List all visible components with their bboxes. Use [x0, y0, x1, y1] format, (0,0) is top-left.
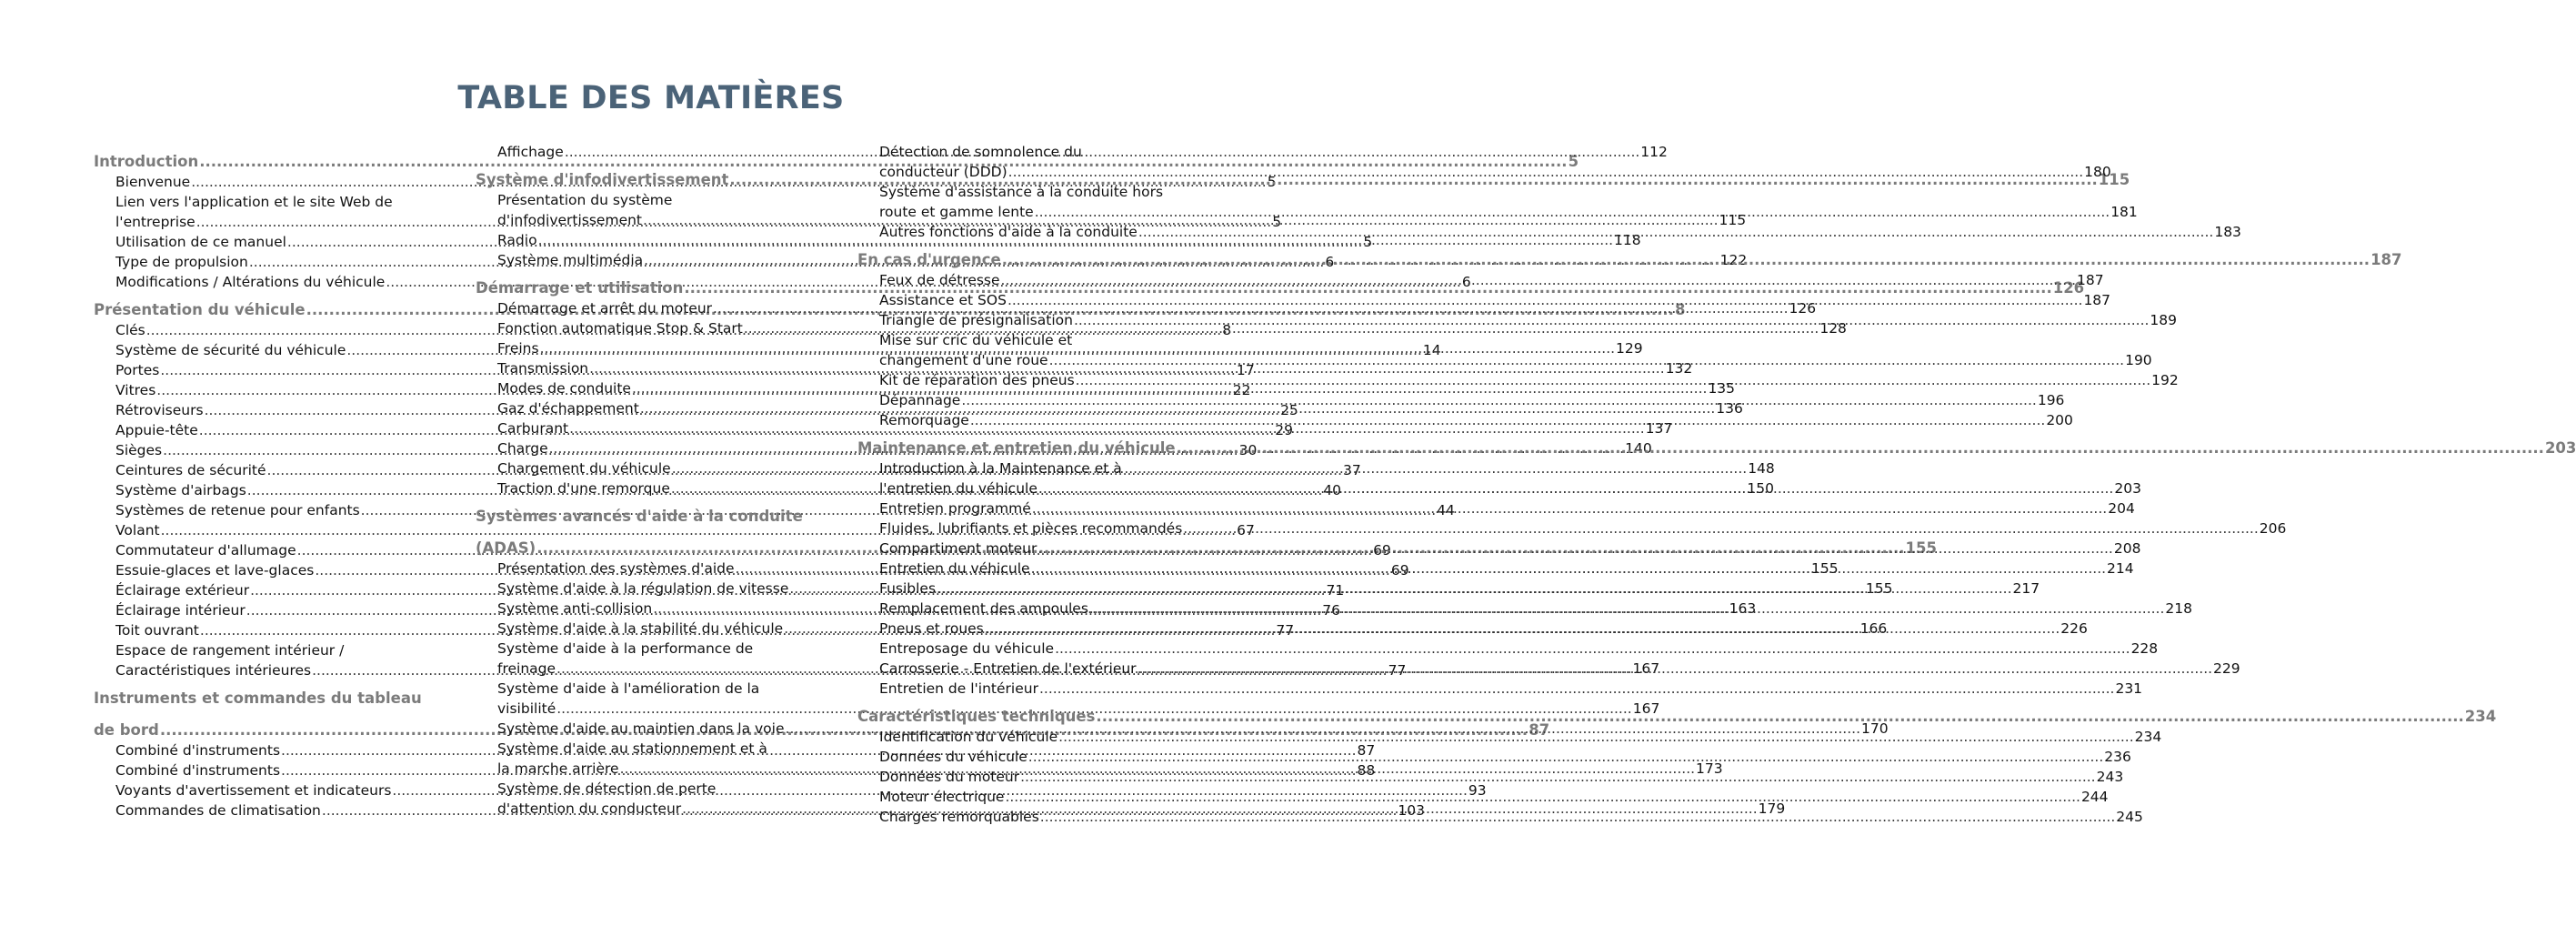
- toc-entry-label: de bord: [94, 721, 159, 739]
- toc-entry-label: Système d'airbags: [115, 482, 246, 498]
- toc-page-number: 234: [2464, 708, 2497, 725]
- toc-page-number: 200: [2046, 412, 2073, 428]
- toc-page-number: 30: [1238, 442, 1258, 458]
- toc-page-number: 76: [1322, 602, 1340, 619]
- toc-page-number: 5: [1568, 153, 1579, 170]
- toc-entry-label: Kit de réparation des pneus: [879, 372, 1075, 388]
- toc-page-number: 166: [1859, 620, 1888, 637]
- toc-entry-label: l'entreprise: [115, 214, 195, 230]
- toc-page-number: 173: [1696, 760, 1723, 777]
- toc-entry-label: Entreposage du véhicule: [879, 640, 1055, 657]
- toc-page-number: 29: [1275, 422, 1293, 438]
- toc-page-number: 187: [2083, 292, 2111, 308]
- toc-entry-label-line1: Système d'aide à l'amélioration de la: [497, 680, 760, 697]
- toc-page-number: 155: [1811, 560, 1839, 577]
- toc-page-number: 245: [2116, 809, 2143, 825]
- toc-entry-label: Système d'infodivertissement: [476, 171, 729, 188]
- toc-entry-label: Transmission: [497, 360, 589, 377]
- toc-entry-label: Entretien programmé: [879, 500, 1031, 517]
- toc-page-number: 187: [2371, 251, 2402, 268]
- toc-page-number: 167: [1632, 700, 1660, 717]
- toc-entry-label: Voyants d'avertissement et indicateurs: [115, 782, 392, 799]
- toc-entry-label: Essuie-glaces et lave-glaces: [115, 562, 315, 579]
- toc-entry-label: Modifications / Altérations du véhicule: [115, 274, 386, 290]
- dot-leader: [1020, 767, 2095, 787]
- dot-leader: [1032, 498, 2107, 518]
- toc-entry-label-line1: Lien vers l'application et le site Web de: [115, 194, 393, 210]
- toc-page-number: 71: [1326, 582, 1345, 599]
- toc-page-number: 103: [1398, 802, 1425, 819]
- toc-entry-label: Entretien de l'intérieur: [879, 680, 1038, 697]
- dot-leader: [1038, 478, 2113, 498]
- toc-page-number: 183: [2214, 224, 2241, 240]
- toc-entry-label: Toit ouvrant: [115, 622, 199, 639]
- dot-leader: [1039, 679, 2114, 699]
- dot-leader: [1002, 249, 2370, 270]
- dot-leader: [1028, 747, 2103, 767]
- toc-entry-label: Système d'aide au maintien dans la voie: [497, 720, 785, 737]
- dot-leader: [1040, 807, 2115, 827]
- toc-entry-label: Système de sécurité du véhicule: [115, 342, 346, 358]
- toc-entry-label: Système d'aide à la régulation de vitesse: [497, 580, 789, 597]
- toc-entry-label: Système d'aide à la stabilité du véhicule: [497, 620, 784, 637]
- toc-page-number: 190: [2125, 352, 2152, 368]
- toc-entry-label-line1: Détection de somnolence du: [879, 144, 1082, 160]
- toc-page-number: 229: [2213, 660, 2240, 677]
- toc-entry-label: Dépannage: [879, 392, 961, 408]
- dot-leader: [1008, 162, 2083, 182]
- dot-leader: [1005, 787, 2080, 807]
- toc-entry-label: d'infodivertissement: [497, 212, 643, 228]
- toc-entry-label: conducteur (DDD): [879, 164, 1007, 180]
- toc-entry-label: Fluides, lubrifiants et pièces recommandés: [879, 520, 1183, 537]
- toc-page-number: 8: [1222, 322, 1232, 338]
- dot-leader: [1177, 438, 2544, 458]
- dot-leader: [672, 458, 1747, 478]
- dot-leader: [1074, 310, 2149, 330]
- toc-page-number: 236: [2104, 749, 2131, 765]
- toc-entry-label: Identification du véhicule: [879, 729, 1058, 745]
- toc-entry-label: Modes de conduite: [497, 380, 631, 397]
- toc-entry-label: Ceintures de sécurité: [115, 462, 266, 478]
- toc-entry-label: Caractéristiques intérieures: [115, 662, 312, 679]
- dot-leader: [961, 390, 2036, 410]
- toc-page-number: 136: [1716, 400, 1743, 417]
- dot-leader: [1055, 639, 2130, 659]
- toc-page-number: 234: [2134, 729, 2162, 745]
- toc-entry-label: freinage: [497, 660, 556, 677]
- toc-entry-label: Remplacement des ampoules: [879, 600, 1088, 617]
- toc-entry-label: Vitres: [115, 382, 156, 398]
- toc-entry-label: Système multimédia: [497, 252, 644, 268]
- toc-entry-row: [879, 679, 2143, 699]
- dot-leader: [1138, 659, 2212, 679]
- toc-entry-label: Fonction automatique Stop & Start: [497, 320, 743, 337]
- dot-leader: [1007, 290, 2082, 310]
- toc-entry-label: Charges remorquables: [879, 809, 1039, 825]
- toc-page-number: 206: [2259, 520, 2287, 537]
- toc-page-number: 155: [1865, 580, 1893, 597]
- toc-entry-label: Bienvenue: [115, 174, 191, 190]
- toc-page-number: 187: [2077, 272, 2104, 288]
- toc-page-number: 77: [1388, 662, 1407, 679]
- toc-page-number: 67: [1237, 522, 1255, 538]
- dot-leader: [1076, 370, 2150, 390]
- toc-page-number: 14: [1422, 342, 1441, 358]
- toc-entry-label: Caractéristiques techniques: [857, 708, 1096, 725]
- toc-page-number: 8: [1674, 301, 1686, 318]
- toc-entry-label: Traction d'une remorque: [497, 480, 670, 497]
- dot-leader: [937, 579, 2011, 599]
- toc-page-number: 129: [1616, 340, 1643, 357]
- toc-entry-label: Pneus et roues: [879, 620, 984, 637]
- toc-page-number: 77: [1276, 622, 1295, 639]
- toc-entry-label: Combiné d'instruments: [115, 762, 281, 779]
- toc-entry-label-line1: Systèmes avancés d'aide à la conduite: [476, 508, 803, 525]
- toc-entry-label: changement d'une roue: [879, 352, 1048, 368]
- toc-entry-label-line1: Espace de rangement intérieur /: [115, 642, 345, 659]
- toc-entry-label: la marche arrière: [497, 760, 619, 777]
- toc-entry-label: Moteur électrique: [879, 789, 1005, 805]
- toc-page-number: 44: [1437, 502, 1455, 518]
- toc-page-number: 150: [1747, 480, 1774, 497]
- toc-entry-label: En cas d'urgence: [857, 251, 1001, 268]
- toc-entry-label-line1: Système d'aide au stationnement et à: [497, 740, 767, 757]
- toc-entry-label-line1: Présentation du système: [497, 192, 673, 208]
- toc-page-number: 115: [2098, 171, 2130, 188]
- toc-entry-label: Présentation des systèmes d'aide: [497, 560, 735, 577]
- toc-entry-label: Portes: [115, 362, 160, 378]
- toc-entry-label: Appuie-tête: [115, 422, 198, 438]
- toc-entry-label: Freins: [497, 340, 539, 357]
- toc-entry-label: Autres fonctions d'aide à la conduite: [879, 224, 1138, 240]
- toc-page-number: 244: [2080, 789, 2109, 805]
- dot-leader: [1183, 518, 2258, 538]
- toc-entry-label: Éclairage intérieur: [115, 602, 246, 619]
- toc-entry-label-line1: Système de détection de perte: [497, 780, 717, 797]
- toc-entry-label: Sièges: [115, 442, 163, 458]
- toc-entry-label: visibilité: [497, 700, 556, 717]
- toc-page-number: 135: [1708, 380, 1736, 397]
- toc-entry-label: Utilisation de ce manuel: [115, 234, 286, 250]
- toc-page-number: 93: [1468, 782, 1487, 799]
- dot-leader: [1049, 350, 2124, 370]
- toc-page-number: 180: [2084, 164, 2111, 180]
- dot-leader: [1089, 599, 2164, 619]
- toc-entry-label: Combiné d'instruments: [115, 742, 281, 759]
- toc-entry-label: Commutateur d'allumage: [115, 542, 296, 559]
- toc-page-number: 226: [2060, 620, 2088, 637]
- toc-page-number: 189: [2150, 312, 2178, 328]
- toc-page-number: 37: [1343, 462, 1361, 478]
- toc-page-number: 25: [1280, 402, 1298, 418]
- toc-page-number: 115: [1719, 212, 1747, 228]
- toc-entry-label: Feux de détresse: [879, 272, 1000, 288]
- toc-page-number: 163: [1729, 600, 1757, 617]
- toc-entry-label: Rétroviseurs: [115, 402, 204, 418]
- toc-entry-label: Compartiment moteur: [879, 540, 1037, 557]
- toc-page-number: 6: [1325, 254, 1335, 270]
- toc-item[interactable]: [857, 679, 2143, 699]
- dot-leader: [1035, 202, 2110, 222]
- page-title: TABLE DES MATIÈRES: [457, 80, 845, 116]
- toc-page-number: 5: [1363, 234, 1373, 250]
- toc-entry-label-line1: Système d'assistance à la conduite hors: [879, 184, 1164, 200]
- toc-page-number: 196: [2037, 392, 2065, 408]
- dot-leader: [1138, 222, 2213, 242]
- toc-page-number: 228: [2130, 640, 2159, 657]
- toc-entry-label: Affichage: [497, 144, 564, 160]
- toc-entry-label: Données du moteur: [879, 769, 1020, 785]
- toc-entry-label: d'attention du conducteur: [497, 800, 682, 817]
- toc-entry-label: (ADAS): [476, 539, 536, 557]
- toc-entry-label: Carburant: [497, 420, 569, 437]
- toc-entry-label: Carrosserie - Entretien de l'extérieur: [879, 660, 1137, 677]
- toc-page-number: 5: [1272, 214, 1282, 230]
- toc-entry-label-line1: Système d'aide à la performance de: [497, 640, 754, 657]
- toc-entry-label: Assistance et SOS: [879, 292, 1007, 308]
- toc-entry-label: Chargement du véhicule: [497, 460, 671, 477]
- toc-page-number: 6: [1461, 274, 1471, 290]
- toc-page-number: 217: [2012, 580, 2040, 597]
- toc-entry-label: Charge: [497, 440, 548, 457]
- toc-page-number: 155: [1905, 539, 1937, 557]
- toc-item[interactable]: [857, 639, 2159, 659]
- dot-leader: [1058, 727, 2133, 747]
- toc-page-number: 214: [2107, 560, 2134, 577]
- dot-leader: [970, 410, 2045, 430]
- toc-entry-label: Système anti-collision: [497, 600, 653, 617]
- toc-page-number: 132: [1665, 360, 1693, 377]
- toc-entry-label: Éclairage extérieur: [115, 582, 250, 599]
- toc-page-number: 181: [2110, 204, 2138, 220]
- toc-entry-label: route et gamme lente: [879, 204, 1034, 220]
- toc-entry-label-line1: Mise sur cric du véhicule et: [879, 332, 1073, 348]
- toc-page-number: 87: [1529, 721, 1550, 739]
- toc-page-number: 69: [1373, 542, 1391, 559]
- toc-entry-label: Présentation du véhicule: [94, 301, 306, 318]
- toc-page-number: 208: [2113, 540, 2141, 557]
- toc-entry-label: Remorquage: [879, 412, 969, 428]
- toc-page-number: 203: [2114, 480, 2141, 497]
- toc-entry-label: Fusibles: [879, 580, 937, 597]
- toc-page-number: 148: [1748, 460, 1775, 477]
- toc-entry-label: Maintenance et entretien du véhicule: [857, 439, 1176, 457]
- toc-page-number: 88: [1357, 762, 1376, 779]
- toc-page-number: 118: [1614, 232, 1641, 248]
- toc-page-number: 17: [1236, 362, 1255, 378]
- dot-leader: [1096, 706, 2463, 727]
- toc-page-number: 5: [1267, 174, 1277, 190]
- dot-leader: [1031, 559, 2106, 579]
- toc-entry-label: Gaz d'échappement: [497, 400, 639, 417]
- toc-page-number: 122: [1719, 252, 1748, 268]
- toc-entry-label: Triangle de présignalisation: [879, 312, 1073, 328]
- toc-entry-label: Radio: [497, 232, 537, 248]
- toc-page-number: 167: [1632, 660, 1660, 677]
- toc-entry-label: Introduction: [94, 153, 199, 170]
- toc-entry-label: Entretien du véhicule: [879, 560, 1030, 577]
- toc-entry-label: Clés: [115, 322, 145, 338]
- toc-entry-row: [879, 639, 2159, 659]
- toc-page-number: 40: [1323, 482, 1342, 498]
- toc-page-number: 126: [1789, 300, 1817, 317]
- toc-page-number: 231: [2115, 680, 2143, 697]
- toc-page-number: 22: [1232, 382, 1251, 398]
- toc-entry-label: Commandes de climatisation: [115, 802, 321, 819]
- toc-page-number: 140: [1625, 440, 1652, 457]
- toc-entry-label-line1: Introduction à la Maintenance et à: [879, 460, 1122, 477]
- toc-page-number: 137: [1645, 420, 1673, 437]
- toc-entry-label: Démarrage et utilisation: [476, 279, 684, 297]
- toc-page-number: 218: [2165, 600, 2192, 617]
- toc-entry-label: Démarrage et arrêt du moteur: [497, 300, 713, 317]
- toc-page-number: 112: [1640, 144, 1668, 160]
- toc-page-number: 87: [1357, 742, 1376, 759]
- toc-page-number: 192: [2151, 372, 2179, 388]
- toc-entry-label: Données du véhicule: [879, 749, 1027, 765]
- toc-page-number: 179: [1758, 800, 1786, 817]
- toc-entry-label: Type de propulsion: [115, 254, 248, 270]
- toc-entry-label: Volant: [115, 522, 160, 538]
- toc-page-number: 170: [1861, 720, 1889, 737]
- dot-leader: [985, 619, 2060, 639]
- toc-page-number: 204: [2108, 500, 2135, 517]
- toc-page-number: 69: [1390, 562, 1409, 579]
- dot-leader: [1037, 538, 2112, 559]
- toc-page-number: 243: [2096, 769, 2124, 785]
- toc-entry-row: [879, 162, 2111, 182]
- toc-entry-label-line1: Instruments et commandes du tableau: [94, 689, 422, 707]
- toc-page-number: 128: [1819, 320, 1847, 337]
- toc-entry-label: l'entretien du véhicule: [879, 480, 1037, 497]
- toc-page-number: 126: [2052, 279, 2085, 297]
- toc-entry-label: Systèmes de retenue pour enfants: [115, 502, 360, 518]
- dot-leader: [1001, 270, 2076, 290]
- toc-page-number: 203: [2544, 439, 2576, 457]
